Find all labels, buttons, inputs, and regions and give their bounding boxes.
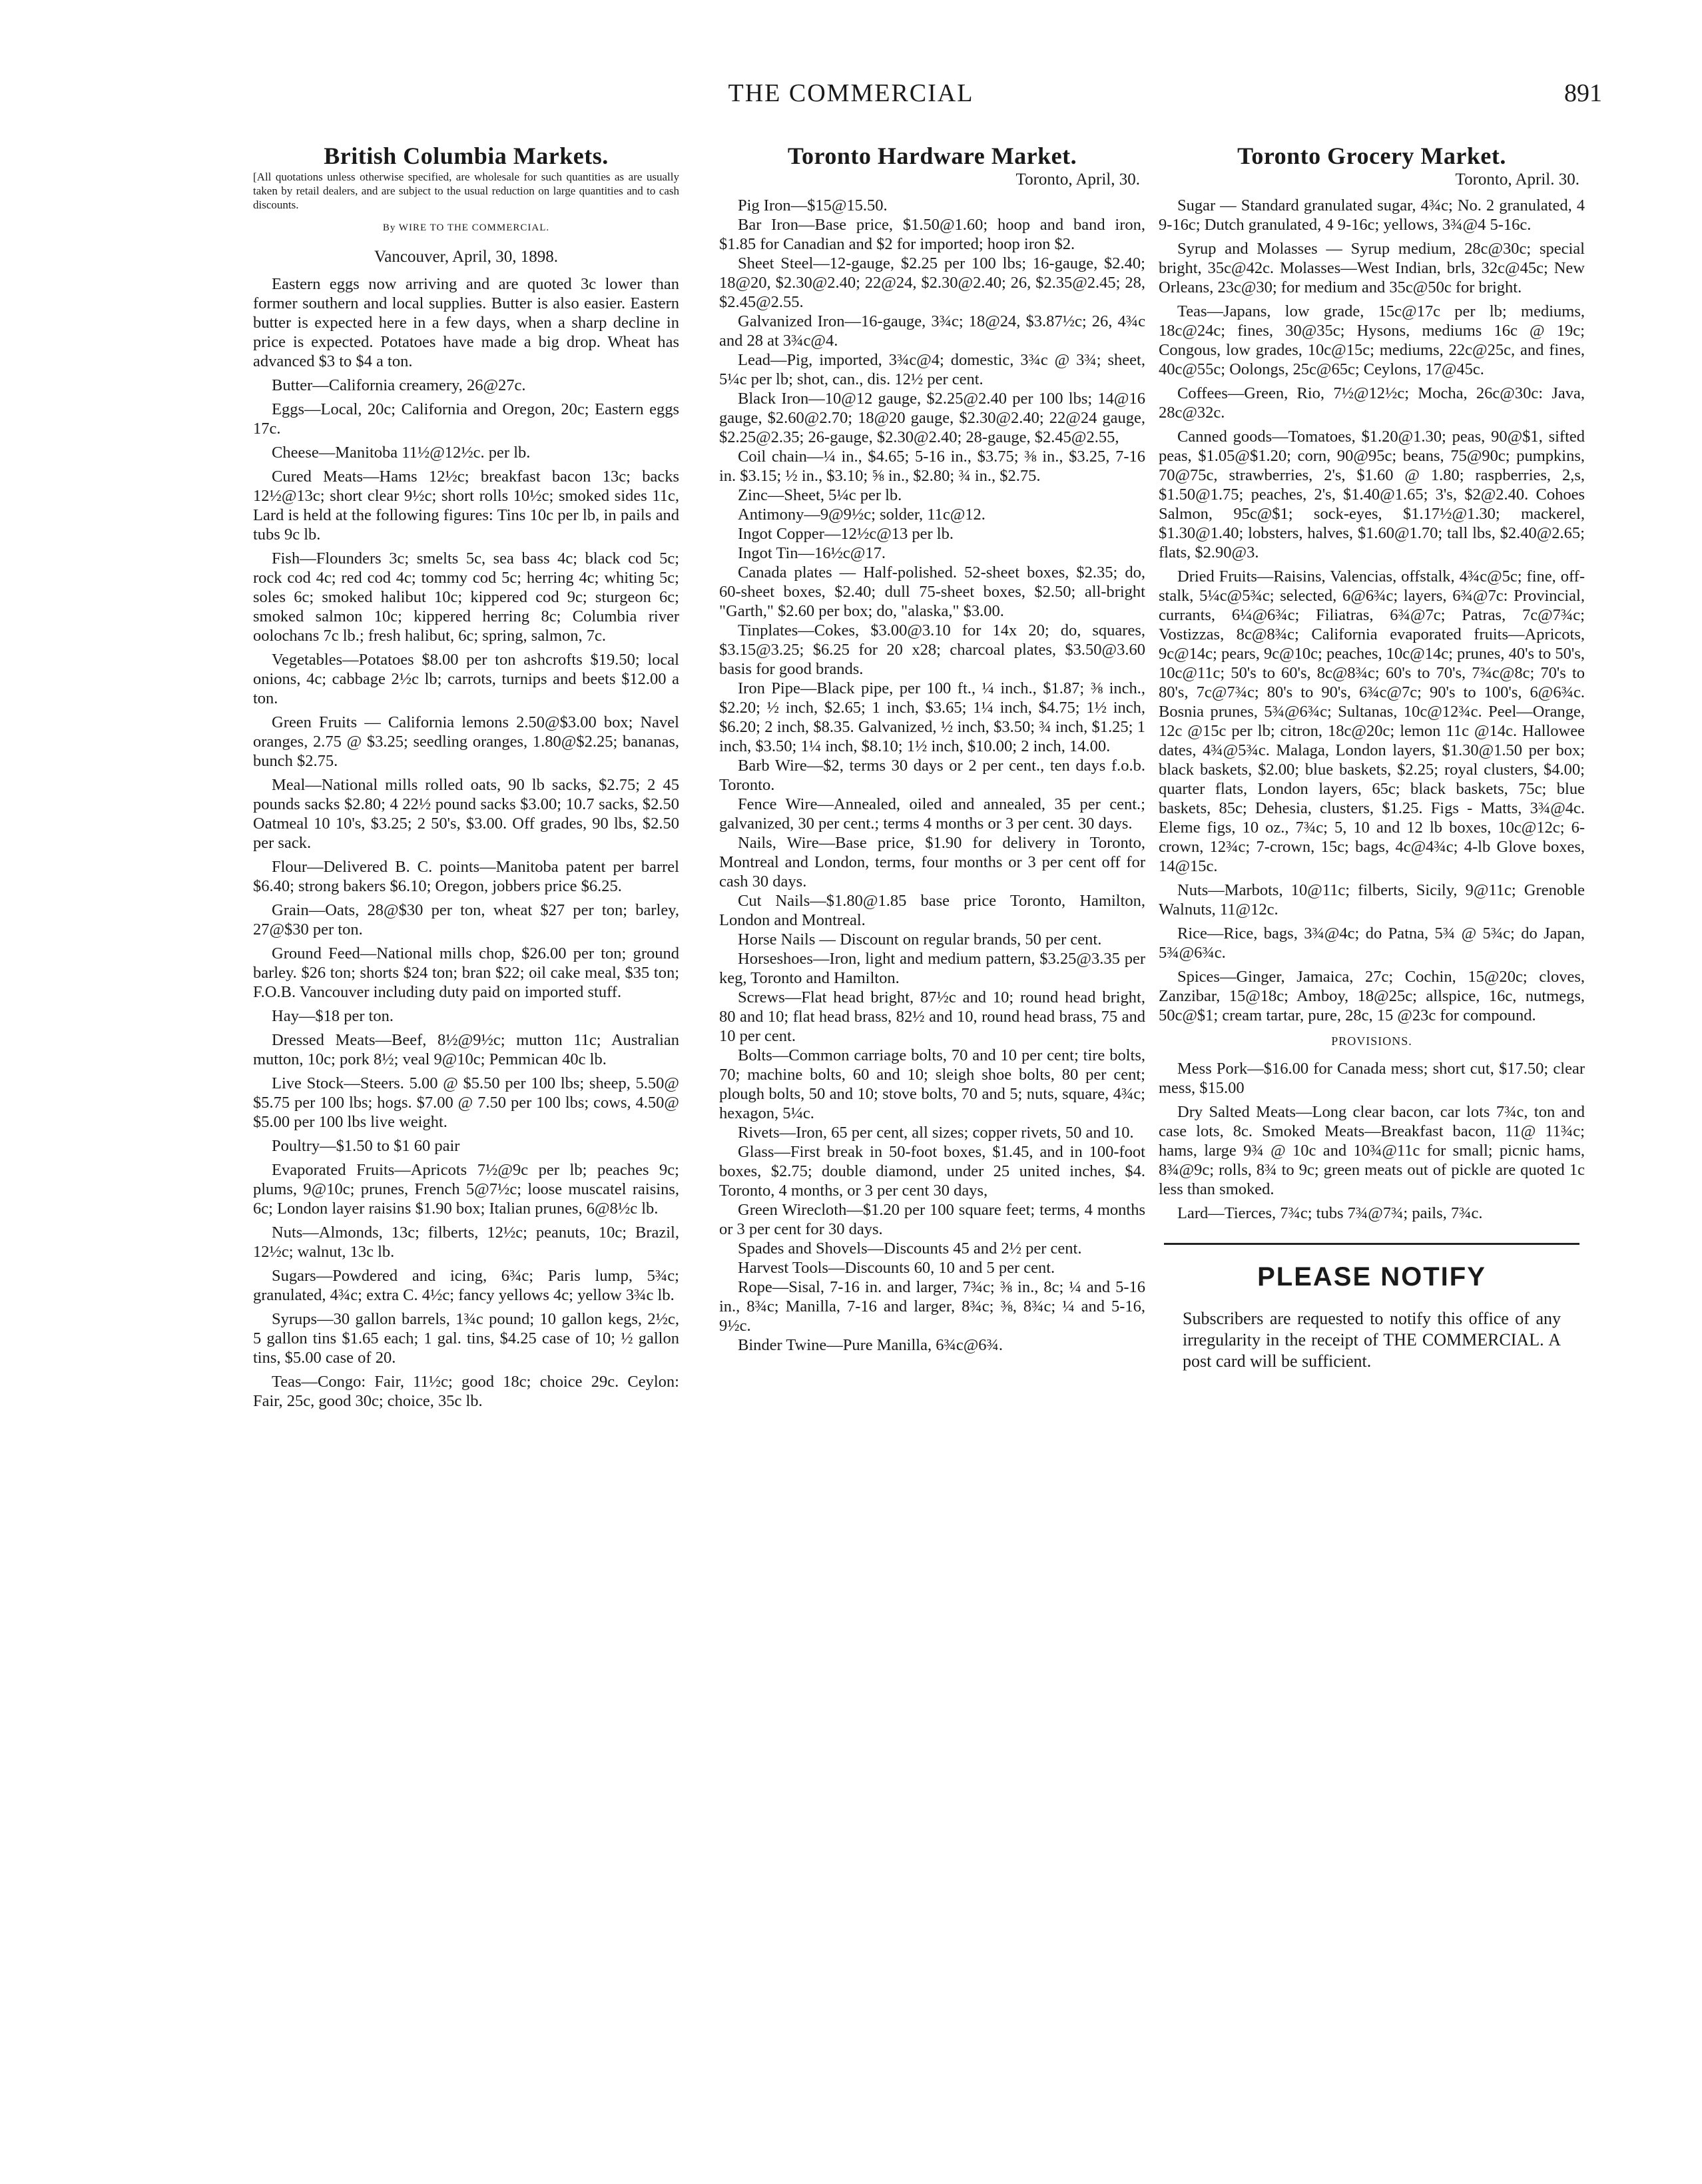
market-item: Rope—Sisal, 7-16 in. and larger, 7¾c; ⅜ in., 8c; ¼ and 5-16 in., 8¾c; Manilla, 7-16 and larger, 8¾c; ⅜, 8¾c; ¼ and 5-16, 9½c.	[719, 1278, 1145, 1335]
section-heading: British Columbia Markets.	[324, 143, 609, 169]
market-item: Iron Pipe—Black pipe, per 100 ft., ¼ inch., $1.87; ⅜ inch., $2.20; ½ inch, $2.65; 1 inch, $3.65; 1¼ inch, $4.75; 1½ inch, $6.20; 2 inch, $8.35. Galvanized, ½ inch, $3.50; ¾ inch, $1.25; 1 inch, $3.50; 1¼ inch, $8.10; 1½ inch, $10.00; 2 inch, 14.00.	[719, 679, 1145, 755]
notice-body: Subscribers are requested to notify this office of any irregularity in the receipt of THE COMMERCIAL. A post card will be sufficient.	[1183, 1309, 1561, 1371]
divider	[1164, 1243, 1579, 1245]
market-item: Harvest Tools—Discounts 60, 10 and 5 per cent.	[738, 1259, 1055, 1277]
market-item: Horseshoes—Iron, light and medium pattern, $3.25@3.35 per keg, Toronto and Hamilton.	[719, 950, 1145, 987]
market-item: Syrup and Molasses — Syrup medium, 28c@30c; special bright, 35c@42c. Molasses—West Indian, brls, 32c@45c; New Orleans, 23c@30; for medium and 35c@50c for bright.	[1159, 240, 1585, 296]
market-item: Mess Pork—$16.00 for Canada mess; short cut, $17.50; clear mess, $15.00	[1159, 1060, 1585, 1097]
market-item: Teas—Congo: Fair, 11½c; good 18c; choice 29c. Ceylon: Fair, 25c, good 30c; choice, 35c lb.	[253, 1373, 679, 1410]
market-item: Fence Wire—Annealed, oiled and annealed, 35 per cent.; galvanized, 30 per cent.; terms 4 months or 3 per cent. 30 days.	[719, 795, 1145, 833]
page-number: 891	[1564, 79, 1602, 107]
market-item: Live Stock—Steers. 5.00 @ $5.50 per 100 lbs; sheep, 5.50@ $5.75 per 100 lbs; hogs. $7.00 @ 7.50 per 100 lbs; cows, 4.50@ $5.00 per 100 lbs live weight.	[253, 1074, 679, 1131]
market-item: Ingot Copper—12½c@13 per lb.	[738, 525, 954, 543]
market-item: Lard—Tierces, 7¾c; tubs 7¾@7¾; pails, 7¾c.	[1177, 1204, 1483, 1222]
market-item: Cut Nails—$1.80@1.85 base price Toronto, Hamilton, London and Montreal.	[719, 892, 1145, 929]
market-item: Screws—Flat head bright, 87½c and 10; round head bright, 80 and 10; flat head brass, 82½ and 10, round head brass, 75 and 10 per cent.	[719, 988, 1145, 1045]
notice-heading: PLEASE NOTIFY	[1257, 1262, 1486, 1291]
market-item: Nuts—Almonds, 13c; filberts, 12½c; peanuts, 10c; Brazil, 12½c; walnut, 13c lb.	[253, 1224, 679, 1261]
market-item: Rice—Rice, bags, 3¾@4c; do Patna, 5¾ @ 5¾c; do Japan, 5¾@6¾c.	[1159, 924, 1585, 962]
market-item: Teas—Japans, low grade, 15c@17c per lb; mediums, 18c@24c; fines, 30@35c; Hysons, mediums 16c @ 19c; Congous, low grades, 10c@15c; mediums, 22c@25c, and fines, 40c@55c; Oolongs, 25c@65c; Ceylons, 17@45c.	[1159, 302, 1585, 378]
market-item: Evaporated Fruits—Apricots 7½@9c per lb; peaches 9c; plums, 9@10c; prunes, French 5@7½c; loose muscatel raisins, 6c; London layer raisins $1.90 box; Italian prunes, 6@8½c lb.	[253, 1161, 679, 1218]
market-item: Sugar — Standard granulated sugar, 4¾c; No. 2 granulated, 4 9-16c; Dutch granulated, 4 9-16c; yellows, 3¾@4 5-16c.	[1159, 196, 1585, 234]
market-item: Meal—National mills rolled oats, 90 lb sacks, $2.75; 2 45 pounds sacks $2.80; 4 22½ pound sacks $3.00; 10.7 sacks, $2.50 Oatmeal 10 10's, $3.25; 2 50's, $3.00. Off grades, 90 lbs, $2.50 per sack.	[253, 776, 679, 852]
dateline: Toronto, April. 30.	[1455, 171, 1579, 188]
dateline: Vancouver, April, 30, 1898.	[374, 248, 559, 266]
market-item: Green Fruits — California lemons 2.50@$3.00 box; Navel oranges, 2.75 @ $3.25; seedling oranges, 1.80@$2.25; bananas, bunch $2.75.	[253, 713, 679, 770]
masthead	[0, 79, 1702, 125]
market-item: Ground Feed—National mills chop, $26.00 per ton; ground barley. $26 ton; shorts $24 ton; bran $22; oil cake meal, $35 ton; F.O.B. Vancouver including duty paid on imported stuff.	[253, 944, 679, 1001]
subsection-heading: PROVISIONS.	[1331, 1034, 1412, 1048]
market-item: Eggs—Local, 20c; California and Oregon, 20c; Eastern eggs 17c.	[253, 400, 679, 438]
market-item: Lead—Pig, imported, 3¾c@4; domestic, 3¾c @ 3¾; sheet, 5¼c per lb; shot, can., dis. 12½ per cent.	[719, 351, 1145, 388]
market-item: Vegetables—Potatoes $8.00 per ton ashcrofts $19.50; local onions, 4c; cabbage 2½c lb; carrots, turnips and beets $12.00 a ton.	[253, 651, 679, 707]
dateline: Toronto, April, 30.	[1015, 171, 1140, 188]
quotation-note: [All quotations unless otherwise specified, are wholesale for such quantities as are usually taken by retail dealers, and are subject to the usual reduction on large quantities and to cash discounts.	[253, 171, 679, 211]
market-item: Zinc—Sheet, 5¼c per lb.	[738, 486, 902, 504]
market-item: Hay—$18 per ton.	[272, 1007, 394, 1025]
market-item: Dried Fruits—Raisins, Valencias, offstalk, 4¾c@5c; fine, off-stalk, 5¼c@5¾c; selected, 6@6¾c; layers, 6¾@7c: Provincial, currants, 6¼@6¾c; Filiatras, 6¾@7c; Patras, 7c@7¾c; Vostizzas, 8c@8¾c; California evaporated fruits—Apricots, 9c@14c; pears, 9c@10c; peaches, 10c@14c; prunes, 40's to 50's, 10c@11c; 50's to 60's, 8c@8¾c; 60's to 70's, 7¾c@8c; 70's to 80's, 7c@7¾c; 80's to 90's, 6¾c@7c; 90's to 100's, 6@6¾c. Bosnia prunes, 5¾@6¾c; Sultanas, 10c@12¾c. Peel—Orange, 12c @15c per lb; citron, 18c@20c; lemon 11c @14c. Hallowee dates, 4¾@5¾c. Malaga, London layers, $1.30@1.50 per box; black baskets, $2.00; blue baskets, $2.25; royal clusters, $4.00; quarter flats, London layers, 65c; black baskets, 75c; blue baskets, 85c; Dehesia, clusters, $1.25. Figs - Matts, 3¾@4c. Eleme figs, 10 oz., 7¾c; 5, 10 and 12 lb boxes, 10c@12c; 6-crown, 12¾c; 7-crown, 15c; bags, 4c@4¾c; 4-lb Glove boxes, 14@15c.	[1159, 567, 1585, 875]
market-item: Dressed Meats—Beef, 8½@9½c; mutton 11c; Australian mutton, 10c; pork 8½; veal 9@10c; Pemmican 40c lb.	[253, 1031, 679, 1068]
market-item: Nuts—Marbots, 10@11c; filberts, Sicily, 9@11c; Grenoble Walnuts, 11@12c.	[1159, 881, 1585, 918]
market-item: Bolts—Common carriage bolts, 70 and 10 per cent; tire bolts, 70; machine bolts, 60 and 10; sleigh shoe bolts, 80 per cent; plough bolts, 50 and 10; stove bolts, 70 and 5; nuts, square, 4¾c; hexagon, 5¼c.	[719, 1046, 1145, 1122]
section-heading: Toronto Grocery Market.	[1237, 143, 1506, 169]
market-item: Nails, Wire—Base price, $1.90 for delivery in Toronto, Montreal and London, terms, four months or 3 per cent off for cash 30 days.	[719, 834, 1145, 891]
market-item: Bar Iron—Base price, $1.50@1.60; hoop and band iron, $1.85 for Canadian and $2 for imported; hoop iron $2.	[719, 216, 1145, 253]
market-item: Grain—Oats, 28@$30 per ton, wheat $27 per ton; barley, 27@$30 per ton.	[253, 901, 679, 938]
market-item: Cheese—Manitoba 11½@12½c. per lb.	[272, 444, 531, 462]
market-item: Fish—Flounders 3c; smelts 5c, sea bass 4c; black cod 5c; rock cod 4c; red cod 4c; tommy cod 5c; herring 4c; whiting 5c; soles 6c; smoked halibut 10c; kippered cod 9c; sturgeon 6c; smoked salmon 10c; kippered herring 8c; Columbia river oolochans 7c lb.; fresh halibut, 6c; spring, salmon, 7c.	[253, 549, 679, 645]
market-item: Tinplates—Cokes, $3.00@3.10 for 14x 20; do, squares, $3.15@3.25; $6.25 for 20 x28; charcoal plates, $3.50@3.60 basis for good brands.	[719, 621, 1145, 678]
publication-title: THE COMMERCIAL	[728, 79, 974, 107]
market-item: Coil chain—¼ in., $4.65; 5-16 in., $3.75; ⅜ in., $3.25, 7-16 in. $3.15; ½ in., $3.10; ⅝ in., $2.80; ¾ in., $2.75.	[719, 448, 1145, 485]
market-item: Horse Nails — Discount on regular brands, 50 per cent.	[738, 930, 1102, 948]
column-toronto-grocery-market	[1159, 143, 1585, 1389]
market-item: Pig Iron—$15@15.50.	[738, 196, 888, 214]
market-item: Coffees—Green, Rio, 7½@12½c; Mocha, 26c@30c: Java, 28c@32c.	[1159, 384, 1585, 422]
market-item: Sugars—Powdered and icing, 6¾c; Paris lump, 5¾c; granulated, 4¾c; extra C. 4½c; fancy yellows 4c; yellow 3¾c lb.	[253, 1267, 679, 1304]
market-item: Canada plates — Half-polished. 52-sheet boxes, $2.35; do, 60-sheet boxes, $2.40; dull 75-sheet boxes, $2.50; all-bright "Garth," $2.60 per box; do, "alaska," $3.00.	[719, 563, 1145, 620]
market-item: Sheet Steel—12-gauge, $2.25 per 100 lbs; 16-gauge, $2.40; 18@20, $2.30@2.40; 22@24, $2.30@2.40; 26, $2.35@2.45; 28, $2.45@2.55.	[719, 254, 1145, 311]
market-item: Black Iron—10@12 gauge, $2.25@2.40 per 100 lbs; 14@16 gauge, $2.60@2.70; 18@20 gauge, $2.30@2.40; 22@24 gauge, $2.25@2.35; 26-gauge, $2.30@2.40; 28-gauge, $2.45@2.55,	[719, 390, 1145, 446]
market-item: Syrups—30 gallon barrels, 1¾c pound; 10 gallon kegs, 2½c, 5 gallon tins $1.65 each; 1 gal. tins, $4.25 case of 10; ½ gallon tins, $5.00 case of 20.	[253, 1310, 679, 1367]
market-item: Galvanized Iron—16-gauge, 3¾c; 18@24, $3.87½c; 26, 4¾c and 28 at 3¾c@4.	[719, 312, 1145, 350]
market-item: Dry Salted Meats—Long clear bacon, car lots 7¾c, ton and case lots, 8c. Smoked Meats—Breakfast bacon, 11@ 11¾c; hams, large 9¾ @ 10c and 10¾@11c for small; picnic hams, 8¾@9c; rolls, 8¾ to 9c; green meats out of pickle are quoted 1c less than smoked.	[1159, 1103, 1585, 1198]
market-item: Ingot Tin—16½c@17.	[738, 544, 886, 562]
market-item: Eastern eggs now arriving and are quoted 3c lower than former southern and local supplies. Butter is also easier. Eastern butter is expected here in a few days, when a sharp decline in price is expected. Potatoes have made a big drop. Wheat has advanced $3 to $4 a ton.	[253, 275, 679, 370]
market-item: Glass—First break in 50-foot boxes, $1.45, and in 100-foot boxes, $2.75; double diamond, under 25 united inches, $4. Toronto, 4 months, or 3 per cent 30 days,	[719, 1143, 1145, 1200]
byline: By WIRE TO THE COMMERCIAL.	[382, 222, 550, 233]
market-item: Green Wirecloth—$1.20 per 100 square feet; terms, 4 months or 3 per cent for 30 days.	[719, 1201, 1145, 1238]
column-british-columbia-markets	[253, 143, 679, 1415]
market-item: Rivets—Iron, 65 per cent, all sizes; copper rivets, 50 and 10.	[738, 1124, 1134, 1142]
market-item: Flour—Delivered B. C. points—Manitoba patent per barrel $6.40; strong bakers $6.10; Oregon, jobbers price $6.25.	[253, 858, 679, 895]
market-item: Cured Meats—Hams 12½c; breakfast bacon 13c; backs 12½@13c; short clear 9½c; short rolls 10½c; smoked sides 11c, Lard is held at the following figures: Tins 10c per lb, in pails and tubs 9c lb.	[253, 468, 679, 544]
section-heading: Toronto Hardware Market.	[787, 143, 1077, 169]
market-item: Binder Twine—Pure Manilla, 6¾c@6¾.	[738, 1336, 1003, 1354]
market-item: Canned goods—Tomatoes, $1.20@1.30; peas, 90@$1, sifted peas, $1.05@$1.20; corn, 90@95c; beans, 75@90c; pumpkins, 70@75c, strawberries, 2's, $1.60 @ 1.80; raspberries, 2,s, $1.50@1.75; peaches, 2's, $1.40@1.65; 3's, $2@2.40. Cohoes Salmon, 95c@$1; sock-eyes, $1.17½@1.30; mackerel, $1.30@1.40; lobsters, halves, $1.60@1.70; tall lbs, $2.40@2.65; flats, $2.90@3.	[1159, 428, 1585, 561]
market-item: Poultry—$1.50 to $1 60 pair	[272, 1137, 460, 1155]
market-item: Spades and Shovels—Discounts 45 and 2½ per cent.	[738, 1240, 1082, 1258]
market-item: Barb Wire—$2, terms 30 days or 2 per cent., ten days f.o.b. Toronto.	[719, 757, 1145, 794]
market-item: Antimony—9@9½c; solder, 11c@12.	[738, 506, 986, 524]
market-item: Spices—Ginger, Jamaica, 27c; Cochin, 15@20c; cloves, Zanzibar, 15@18c; Amboy, 18@25c; allspice, 16c, nutmegs, 50c@$1; cream tartar, pure, 28c, 15 @23c for compound.	[1159, 968, 1585, 1024]
market-item: Butter—California creamery, 26@27c.	[272, 376, 526, 394]
column-toronto-hardware-market	[719, 143, 1145, 1355]
